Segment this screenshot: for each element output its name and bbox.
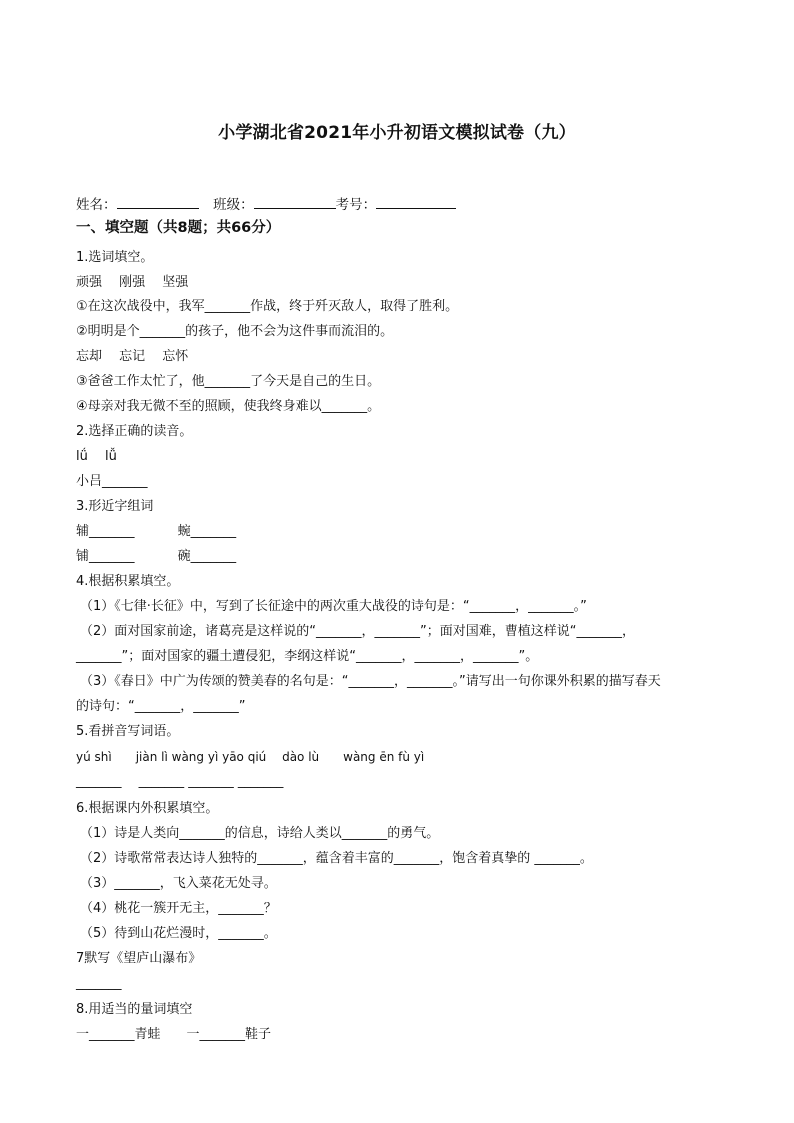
question-4-item-3: （3）《春日》中广为传颂的赞美春的名句是：“_______，_______。”请写出一句你课外积累的描写春天 (80, 674, 661, 689)
word-choices-2: 忘却 忘记 忘怀 (76, 349, 189, 364)
question-6-item-1: （1）诗是人类向_______的信息，诗给人类以_______的勇气。 (80, 826, 440, 841)
question-3-title: 3.形近字组词 (76, 499, 154, 514)
question-6-item-3: （3）_______，飞入菜花无处寻。 (80, 876, 277, 891)
section-heading: 一、填空题（共8题；共66分） (76, 220, 281, 236)
question-4-item-2-cont: _______”；面对国家的疆土遭侵犯，李纲这样说“_______，_______，_______”。 (76, 649, 539, 664)
class-label: 班级： (213, 197, 254, 213)
question-1-item-1: ①在这次战役中，我军_______作战，终于歼灭敌人，取得了胜利。 (76, 299, 459, 314)
name-blank[interactable] (117, 195, 199, 209)
question-4-item-1: （1）《七律·长征》中，写到了长征途中的两次重大战役的诗句是：“_______，_______。” (80, 599, 587, 614)
question-2-item: 小吕_______ (76, 474, 148, 489)
question-1-item-2: ②明明是个_______的孩子，他不会为这件事而流泪的。 (76, 324, 394, 339)
question-1-item-4: ④母亲对我无微不至的照顾，使我终身难以_______。 (76, 399, 381, 414)
student-info-row (76, 193, 456, 213)
page-title: 小学湖北省2021年小升初语文模拟试卷（九） (218, 123, 576, 143)
question-4-item-2: （2）面对国家前途，诸葛亮是这样说的“_______，_______”；面对国难，曹植这样说“_______， (80, 624, 635, 639)
question-8-items: 一_______青蛙 一_______鞋子 (76, 1027, 272, 1042)
pinyin-words: yú shì jiàn lì wàng yì yāo qiú dào lù wàng ēn fù yì (76, 750, 425, 764)
question-3-row-1: 辅_______ 蜿_______ (76, 524, 237, 539)
name-label: 姓名： (76, 197, 117, 213)
question-7-title: 7默写《望庐山瀑布》 (76, 951, 202, 966)
question-6-item-5: （5）待到山花烂漫时，_______。 (80, 926, 277, 941)
question-4-title: 4.根据积累填空。 (76, 574, 180, 589)
pinyin-choices: lǘ lǚ (76, 449, 117, 464)
question-1-item-3: ③爸爸工作太忙了，他_______了今天是自己的生日。 (76, 374, 381, 389)
question-6-item-2: （2）诗歌常常表达诗人独特的_______，蕴含着丰富的_______，饱含着真挚的 _______。 (80, 851, 593, 866)
question-5-blanks: _______ _______ _______ _______ (76, 774, 284, 789)
question-6-title: 6.根据课内外积累填空。 (76, 801, 219, 816)
exam-number-label: 考号： (335, 197, 377, 213)
question-3-row-2: 铺_______ 碗_______ (76, 549, 237, 564)
question-7-blank: _______ (76, 976, 122, 991)
question-5-title: 5.看拼音写词语。 (76, 724, 180, 739)
class-blank[interactable] (254, 195, 336, 209)
question-2-title: 2.选择正确的读音。 (76, 424, 193, 439)
question-8-title: 8.用适当的量词填空 (76, 1002, 193, 1017)
question-1-title: 1.选词填空。 (76, 250, 154, 265)
word-choices-1: 顽强 刚强 坚强 (76, 275, 189, 290)
exam-number-blank[interactable] (376, 195, 456, 209)
question-4-item-3-cont: 的诗句：“_______，_______” (76, 699, 246, 714)
question-6-item-4: （4）桃花一簇开无主，_______？ (80, 901, 277, 916)
